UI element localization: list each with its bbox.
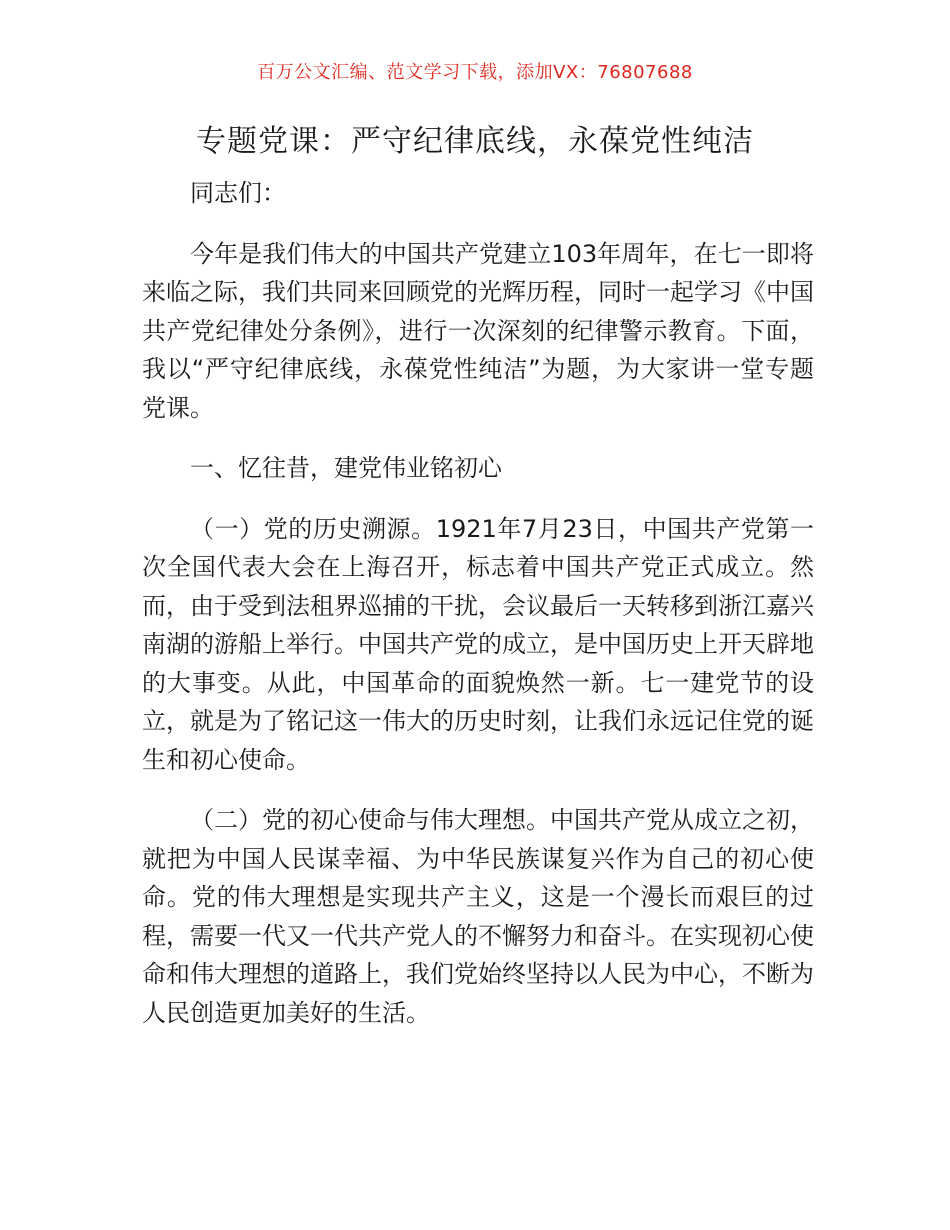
paragraph-history: （一）党的历史溯源。1921年7月23日，中国共产党第一次全国代表大会在上海召开，标志着中国共产党正式成立。然而，由于受到法租界巡捕的干扰，会议最后一天转移到浙江嘉兴南湖的游船上举行。中国共产党的成立，是中国历史上开天辟地的大事变。从此，中国革命的面貌焕然一新。七一建党节的设立，就是为了铭记这一伟大的历史时刻，让我们永远记住党的诞生和初心使命。 <box>142 514 814 774</box>
salutation: 同志们： <box>190 179 286 207</box>
section-heading-1: 一、忆往昔，建党伟业铭初心 <box>190 454 502 482</box>
document-title: 专题党课：严守纪律底线，永葆党性纯洁 <box>196 124 754 159</box>
header-contact-note: 百万公文汇编、范文学习下载，添加VX：76807688 <box>257 62 693 83</box>
paragraph-mission: （二）党的初心使命与伟大理想。中国共产党从成立之初，就把为中国人民谋幸福、为中华民族谋复兴作为自己的初心使命。党的伟大理想是实现共产主义，这是一个漫长而艰巨的过程，需要一代又一代共产党人的不懈努力和奋斗。在实现初心使命和伟大理想的道路上，我们党始终坚持以人民为中心，不断为人民创造更加美好的生活。 <box>142 806 814 1027</box>
document-body <box>142 174 814 1032</box>
paragraph-intro: 今年是我们伟大的中国共产党建立103年周年，在七一即将来临之际，我们共同来回顾党的光辉历程，同时一起学习《中国共产党纪律处分条例》，进行一次深刻的纪律警示教育。下面，我以“严守纪律底线，永葆党性纯洁”为题，为大家讲一堂专题党课。 <box>142 239 814 422</box>
